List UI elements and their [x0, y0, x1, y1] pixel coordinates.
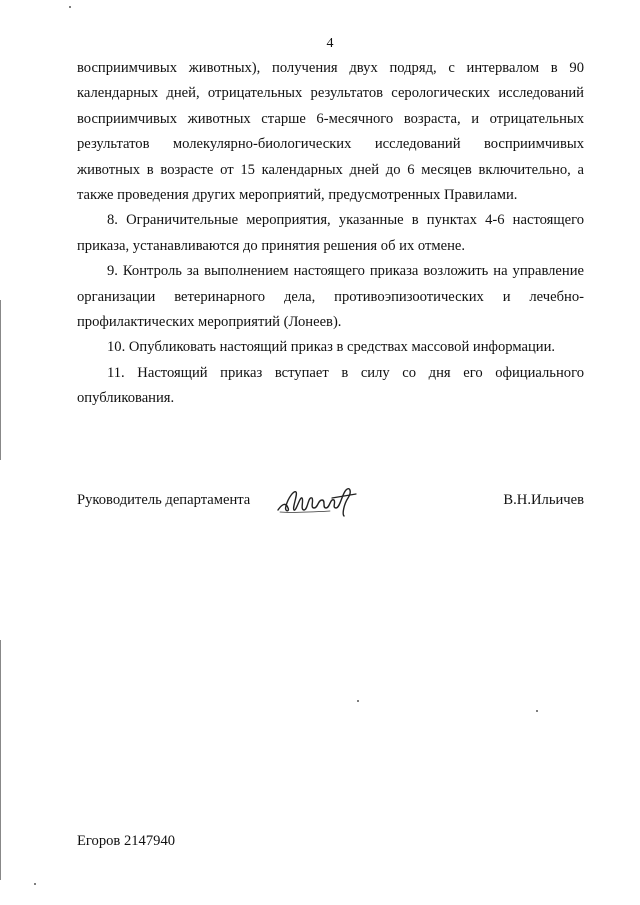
signature-block [77, 482, 584, 522]
document-body [77, 56, 584, 412]
paragraph-item-11: 11. Настоящий приказ вступает в силу со дня его официального опубликования. [77, 364, 584, 407]
executor-reference: Егоров 2147940 [77, 833, 176, 849]
scan-speck [536, 710, 538, 712]
scan-speck [34, 883, 36, 885]
paragraph-item-9: 9. Контроль за выполнением настоящего приказа возложить на управление организации ветеринарного дела, противоэпизоотических и лечебно-профилактических мероприятий (Лонеев). [77, 263, 584, 331]
page-number: 4 [326, 36, 334, 51]
paragraph-item-10: 10. Опубликовать настоящий приказ в средствах массовой информации. [107, 339, 556, 356]
paragraph-item-8: 8. Ограничительные мероприятия, указанные в пунктах 4-6 настоящего приказа, устанавливаются до принятия решения об их отмене. [77, 212, 584, 254]
scan-speck [357, 700, 359, 702]
handwritten-signature [272, 482, 372, 518]
signatory-name: В.Н.Ильичев [503, 492, 584, 508]
scan-edge-line-lower [0, 640, 1, 880]
scan-speck [69, 6, 71, 8]
signatory-title: Руководитель департамента [77, 492, 251, 508]
paragraph-continuation: восприимчивых животных), получения двух подряд, с интервалом в 90 календарных дней, отрицательных результатов серологических исследований восприимчивых животных старше 6-месячного возраста, и отрицательных результатов молекулярно-биологических исследований восприимчивых животных в возрасте от 15 календарных дней до 6 месяцев включительно, а также проведения других мероприятий, предусмотренных Правилами. [77, 60, 584, 204]
scan-edge-line-upper [0, 300, 1, 460]
